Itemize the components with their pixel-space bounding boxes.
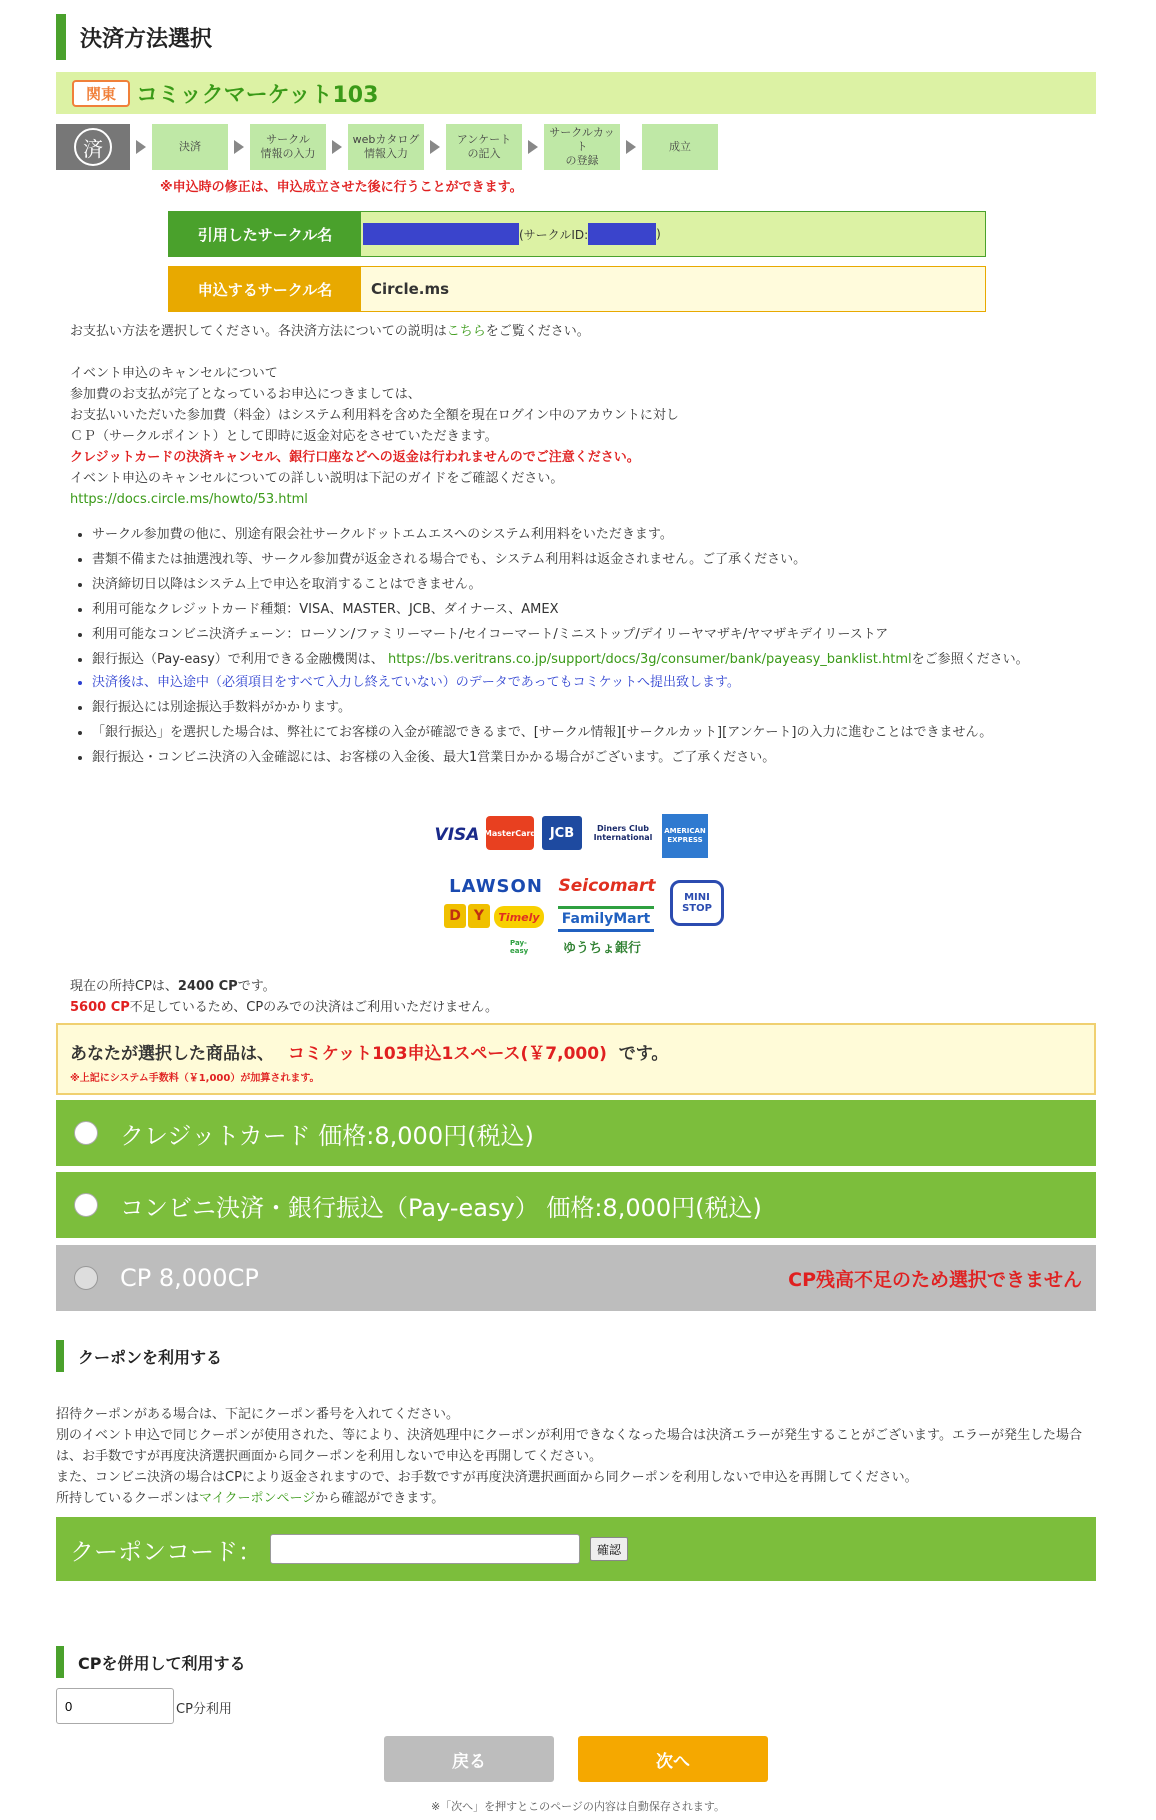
progress-steps [56, 124, 718, 170]
mastercard-logo: MasterCard [486, 816, 534, 850]
payment-option-cp [56, 1245, 1096, 1311]
cancel-line: お支払いいただいた参加費（料金）はシステム利用料を含めた全額を現在ログイン中のアカウントに対し [70, 408, 679, 423]
list-item: • 「銀行振込」を選択した場合は、弊社にてお客様の入金が確認できるまで、[サークル情報][サークルカット][アンケート]の入力に進むことはできません。 [92, 720, 1102, 745]
step-complete: 成立 [642, 124, 718, 170]
cp-info [70, 976, 498, 1018]
quoted-circle-value [361, 212, 985, 256]
circle-id-prefix: (サークルID: [519, 227, 589, 242]
arrow-icon [528, 140, 538, 154]
title-bar [56, 14, 66, 60]
arrow-icon [136, 140, 146, 154]
amex-logo: AMERICAN EXPRESS [662, 814, 708, 858]
modify-note: ※申込時の修正は、申込成立させた後に行うことができます。 [160, 180, 523, 195]
circle-id-suffix: ) [656, 227, 661, 241]
payment-option-credit[interactable] [56, 1100, 1096, 1166]
list-item [92, 647, 1102, 670]
coupon-title-text: クーポンを利用する [78, 1347, 223, 1367]
title-bar [56, 1340, 64, 1372]
bank-list-link[interactable]: https://bs.veritrans.co.jp/support/docs/3g/consumer/bank/payeasy_banklist.html [387, 652, 912, 667]
cp-line-after: です。 [237, 979, 276, 994]
cancel-warning: クレジットカードの決済キャンセル、銀行口座などへの返金は行われませんのでご注意ください。 [70, 450, 640, 465]
payment-option-konbini[interactable] [56, 1172, 1096, 1238]
radio-konbini[interactable] [74, 1193, 98, 1217]
coupon-line: 招待クーポンがある場合は、下記にクーポン番号を入れてください。 [56, 1407, 460, 1422]
cp-amount-suffix: CP分利用 [176, 1702, 232, 1717]
back-button[interactable]: 戻る [384, 1736, 554, 1782]
coupon-line: また、コンビニ決済の場合はCPにより返金されますので、お手数ですが再度決済選択画面から同クーポンを利用しないで申込を再開してください。 [56, 1470, 918, 1485]
step-circle-info: サークル 情報の入力 [250, 124, 326, 170]
list-item: • 決済後は、申込途中（必須項目をすべて入力し終えていない）のデータであってもコミケットへ提出致します。 [92, 670, 1102, 695]
autosave-note: ※「次へ」を押すとこのページの内容は自動保存されます。 [430, 1800, 726, 1813]
next-button[interactable]: 次へ [578, 1736, 768, 1782]
payment-option-label: CP 8,000CP [120, 1264, 259, 1292]
coupon-code-label: クーポンコード： [70, 1537, 262, 1566]
yamazaki-logo: Y [468, 904, 490, 928]
coupon-line4-before: 所持しているクーポンは [56, 1491, 200, 1506]
cancel-line: 参加費のお支払が完了となっているお申込につきましては、 [70, 387, 421, 402]
cp-amount-input[interactable] [56, 1688, 174, 1724]
page-title [56, 14, 212, 60]
redacted-block [363, 223, 519, 245]
selected-product-line [70, 1039, 668, 1064]
step-survey: アンケート の記入 [446, 124, 522, 170]
cp-use-title-text: CPを併用して利用する [78, 1653, 246, 1673]
cancel-guide-link[interactable]: https://docs.circle.ms/howto/53.html [70, 492, 308, 507]
done-icon: 済 [74, 128, 112, 166]
yucho-logo: ゆうちょ銀行 [562, 940, 641, 956]
coupon-code-input[interactable] [270, 1534, 580, 1564]
cp-use-title [56, 1646, 245, 1678]
intro-before: お支払い方法を選択してください。各決済方法についての説明は [70, 324, 447, 339]
selected-after: です。 [618, 1044, 669, 1064]
arrow-icon [332, 140, 342, 154]
intro-text [70, 321, 590, 342]
list-item: • 銀行振込・コンビニ決済の入金確認には、お客様の入金後、最大1営業日かかる場合がございます。ご了承ください。 [92, 745, 1102, 770]
step-web-catalog: webカタログ 情報入力 [348, 124, 424, 170]
diners-logo: Diners Club International [593, 824, 653, 842]
coupon-line4-after: から確認ができます。 [315, 1491, 445, 1506]
cp-line-before: 現在の所持CPは、 [70, 979, 178, 994]
coupon-line: 別のイベント申込で同じクーポンが使用された、等により、決済処理中にクーポンが利用できなくなった場合は決済エラーが発生することがございます。エラーが発生した場合は、お手数ですが再度決済選択画面から同クーポンを利用しないで申込を再開してください。 [56, 1428, 1082, 1464]
event-box [56, 72, 1096, 114]
region-tag: 関東 [72, 80, 130, 107]
cancel-line: ＣＰ（サークルポイント）として即時に返金対応をさせていただきます。 [70, 429, 498, 444]
step-done [56, 124, 130, 170]
my-coupon-link[interactable]: マイクーポンページ [199, 1491, 316, 1506]
jcb-logo: JCB [542, 816, 582, 850]
apply-circle-name: Circle.ms [371, 280, 450, 298]
radio-cp [74, 1266, 98, 1290]
step-circle-cut: サークルカット の登録 [544, 124, 620, 170]
timely-logo: Timely [494, 906, 544, 928]
cancel-info [70, 363, 679, 510]
daily-logo: D [444, 904, 466, 928]
arrow-icon [626, 140, 636, 154]
payeasy-logo: Pay-easy [510, 939, 529, 955]
cancel-line: イベント申込のキャンセルについての詳しい説明は下記のガイドをご確認ください。 [70, 471, 564, 486]
apply-circle-row [168, 266, 986, 312]
redacted-block [588, 223, 656, 245]
ministop-logo: MINI STOP [670, 880, 724, 926]
cp-disabled-reason: CP残高不足のため選択できません [788, 1268, 1082, 1291]
list-item: • 銀行振込には別途振込手数料がかかります。 [92, 695, 1102, 720]
payment-option-label: コンビニ決済・銀行振込（Pay-easy） 価格:8,000円(税込) [120, 1193, 762, 1222]
arrow-icon [234, 140, 244, 154]
coupon-title [56, 1340, 222, 1372]
notes-list [74, 522, 1102, 770]
selected-product-box [56, 1023, 1096, 1095]
cp-short: 5600 CP [70, 1000, 130, 1015]
coupon-info [56, 1404, 1092, 1509]
list-item: • サークル参加費の他に、別途有限会社サークルドットエムエスへのシステム利用料をいただきます。 [92, 522, 1102, 547]
quoted-circle-row [168, 211, 986, 257]
apply-circle-label: 申込するサークル名 [169, 267, 361, 311]
selected-product: コミケット103申込1スペース(￥7,000) [287, 1044, 607, 1064]
visa-logo: VISA [434, 825, 480, 845]
selected-before: あなたが選択した商品は、 [70, 1044, 274, 1064]
list-item: • 書類不備または抽選洩れ等、サークル参加費が返金される場合でも、システム利用料は返金されません。ご了承ください。 [92, 547, 1102, 572]
familymart-logo: FamilyMart [558, 906, 654, 932]
step-payment: 決済 [152, 124, 228, 170]
cp-current: 2400 CP [177, 979, 238, 994]
page-title-text: 決済方法選択 [80, 26, 213, 52]
title-bar [56, 1646, 64, 1678]
bank-note-after: をご参照ください。 [911, 652, 1029, 667]
lawson-logo: LAWSON [449, 875, 543, 897]
quoted-circle-label: 引用したサークル名 [169, 212, 361, 256]
radio-credit[interactable] [74, 1121, 98, 1145]
cancel-line: イベント申込のキャンセルについて [70, 366, 278, 381]
arrow-icon [430, 140, 440, 154]
list-item: • 決済締切日以降はシステム上で申込を取消することはできません。 [92, 572, 1102, 597]
coupon-confirm-button[interactable]: 確認 [590, 1537, 628, 1561]
seicomart-logo: Seicomart [558, 876, 656, 896]
event-name: コミックマーケット103 [136, 82, 379, 108]
fee-note: ※上記にシステム手数料（￥1,000）が加算されます。 [70, 1073, 320, 1084]
coupon-bar [56, 1517, 1096, 1581]
cp-short-after: 不足しているため、CPのみでの決済はご利用いただけません。 [129, 1000, 498, 1015]
intro-after: をご覧ください。 [485, 324, 590, 339]
payment-help-link[interactable]: こちら [446, 324, 486, 339]
list-item: • 利用可能なクレジットカード種類：VISA、MASTER、JCB、ダイナース、AMEX [92, 597, 1102, 622]
bank-note-before: 銀行振込（Pay-easy）で利用できる金融機関は、 [92, 652, 384, 667]
list-item: • 利用可能なコンビニ決済チェーン：ローソン/ファミリーマート/セイコーマート/ミニストップ/デイリーヤマザキ/ヤマザキデイリーストア [92, 622, 1102, 647]
payment-option-label: クレジットカード 価格:8,000円(税込) [120, 1121, 534, 1150]
